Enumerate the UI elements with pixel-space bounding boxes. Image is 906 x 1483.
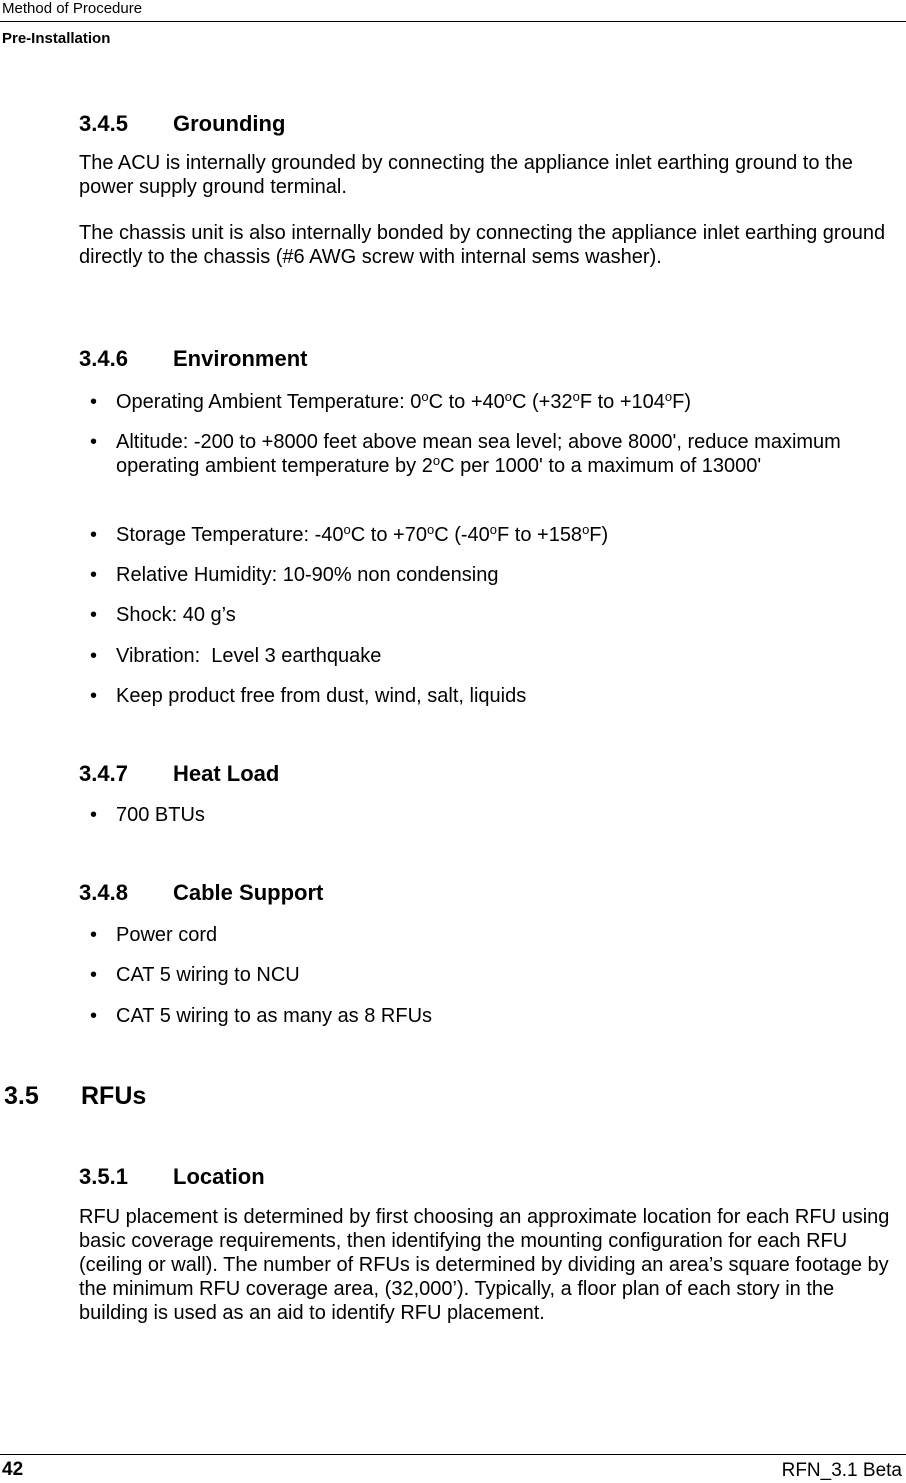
- section-number: 3.4.7: [79, 761, 128, 786]
- section-heading-grounding: [79, 111, 679, 137]
- list-item-vibration: Vibration: Level 3 earthquake: [116, 645, 382, 667]
- list-item-operating-temperature: Operating Ambient Temperature: 0$^o$C to $+40^oC$ ($+32^oF$ to $+104^oF$): [116, 389, 692, 413]
- list-item-storage-temperature: Storage Temperature: -40$^o$C to $+70^oC$ (-40$^o$F to $+158^oF$): [116, 522, 609, 546]
- section-title: Environment: [173, 346, 308, 371]
- bullet-icon: •: [90, 391, 98, 413]
- bullet-icon: •: [90, 685, 98, 707]
- bullet-icon: •: [90, 645, 98, 667]
- paragraph-location: RFU placement is determined by first choosing an approximate location for each RFU using basic coverage requirements, then identifying the mounting configuration for each RFU (ceiling or wall). The number of RFUs is determined by dividing an area’s square footage by the minimum RFU coverage area, (32,000’). Typically, a floor plan of each story in the building is used as an aid to identify RFU placement.: [79, 1206, 890, 1324]
- section-number: 3.4.6: [79, 346, 128, 371]
- section-heading-cable-support: [79, 880, 679, 906]
- bullet-icon: •: [90, 604, 98, 626]
- bullet-icon: •: [90, 804, 98, 826]
- section-heading-heat-load: [79, 761, 679, 787]
- paragraph-grounding-2: The chassis unit is also internally bonded by connecting the appliance inlet earthing ground directly to the chassis (#6 AWG screw with internal sems washer).: [79, 222, 886, 268]
- running-header-section: Pre-Installation: [2, 30, 111, 47]
- bullet-icon: •: [90, 524, 98, 546]
- bullet-icon: •: [90, 564, 98, 586]
- paragraph-grounding-1: The ACU is internally grounded by connecting the appliance inlet earthing ground to the power supply ground terminal.: [79, 152, 853, 198]
- list-item-power-cord: Power cord: [116, 924, 218, 946]
- section-heading-rfus: [4, 1081, 604, 1111]
- section-title: Cable Support: [173, 880, 324, 905]
- section-title: Location: [173, 1164, 265, 1189]
- section-heading-environment: [79, 346, 679, 372]
- header-rule: [0, 21, 906, 22]
- section-title: RFUs: [81, 1082, 147, 1110]
- list-item-cat5-ncu: CAT 5 wiring to NCU: [116, 964, 300, 986]
- page-number: 42: [2, 1459, 24, 1480]
- running-header-title: Method of Procedure: [2, 0, 143, 17]
- document-version: RFN_3.1 Beta: [781, 1460, 902, 1481]
- list-item-cat5-rfus: CAT 5 wiring to as many as 8 RFUs: [116, 1005, 433, 1027]
- footer-rule: [0, 1454, 906, 1455]
- list-item-keep-free: Keep product free from dust, wind, salt, liquids: [116, 685, 527, 707]
- section-number: 3.5: [4, 1082, 39, 1110]
- section-title: Grounding: [173, 111, 286, 136]
- bullet-icon: •: [90, 431, 98, 453]
- list-item-altitude: Altitude: -200 to +8000 feet above mean sea level; above 8000', reduce maximum operating ambient temperature by 2$^o$C per 1000' to a maximum of 13000': [116, 431, 841, 477]
- list-item-humidity: Relative Humidity: 10-90% non condensing: [116, 564, 499, 586]
- list-item-heat-load: 700 BTUs: [116, 804, 205, 826]
- bullet-icon: •: [90, 1005, 98, 1027]
- section-number: 3.5.1: [79, 1164, 128, 1189]
- section-number: 3.4.5: [79, 111, 128, 136]
- section-number: 3.4.8: [79, 880, 128, 905]
- section-heading-location: [79, 1164, 679, 1190]
- bullet-icon: •: [90, 924, 98, 946]
- bullet-icon: •: [90, 964, 98, 986]
- list-item-shock: Shock: 40 g’s: [116, 604, 236, 626]
- section-title: Heat Load: [173, 761, 280, 786]
